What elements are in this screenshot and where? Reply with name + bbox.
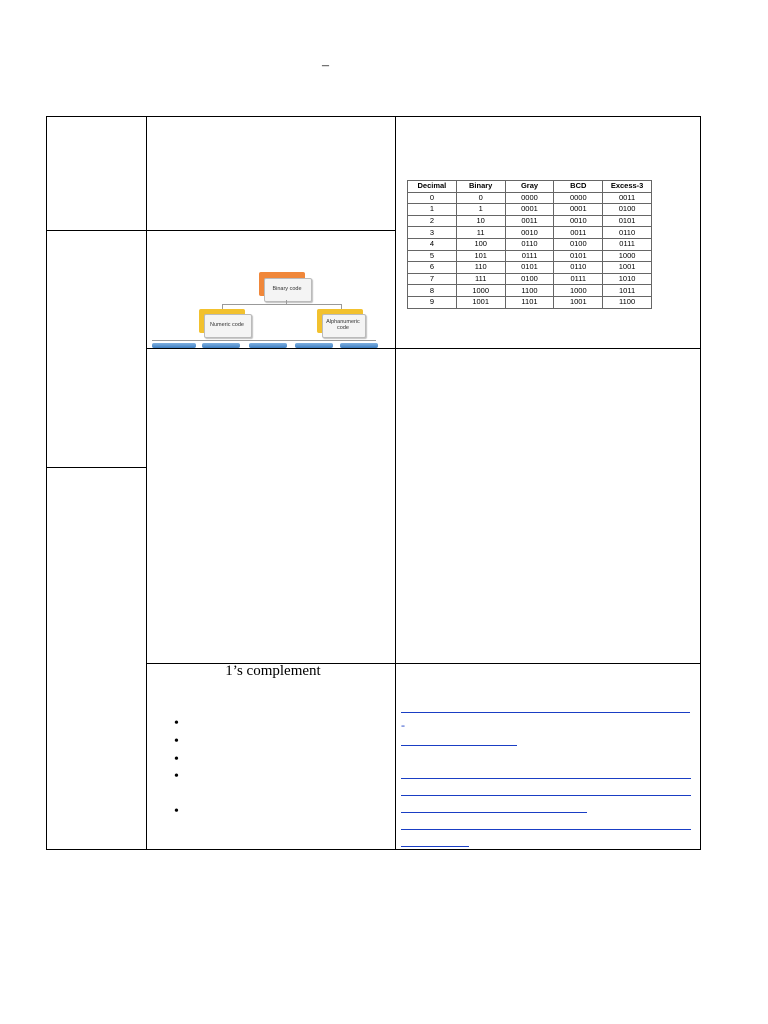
table-cell: 0100 — [603, 204, 652, 216]
bullet: • — [174, 716, 179, 731]
link-stray-mark: - — [401, 718, 405, 732]
table-cell: 0 — [456, 192, 505, 204]
bullet: • — [174, 804, 179, 819]
reference-link[interactable] — [401, 846, 469, 847]
table-cell: 0001 — [554, 204, 603, 216]
table-cell: 0110 — [603, 227, 652, 239]
table-cell: 0001 — [505, 204, 554, 216]
reference-link[interactable] — [401, 712, 690, 713]
section-title: 1’s complement — [225, 663, 321, 679]
table-cell: 100 — [456, 238, 505, 250]
table-cell: 5 — [408, 250, 457, 262]
table-cell: 0010 — [505, 227, 554, 239]
table-row — [408, 204, 652, 216]
table-cell: 110 — [456, 262, 505, 274]
numeric-code-node: Numeric code — [210, 322, 244, 328]
table-cell: 101 — [456, 250, 505, 262]
table-cell: 0011 — [603, 192, 652, 204]
table-row — [408, 215, 652, 227]
table-cell: 0011 — [505, 215, 554, 227]
header-cell: Gray — [505, 181, 554, 193]
table-cell: 1000 — [456, 285, 505, 297]
bullet: • — [174, 752, 179, 767]
table-cell: 11 — [456, 227, 505, 239]
child-node — [202, 343, 240, 348]
table-cell: 0000 — [554, 192, 603, 204]
table-cell: 0000 — [505, 192, 554, 204]
table-cell: 0101 — [505, 262, 554, 274]
table-cell: 0111 — [505, 250, 554, 262]
child-node — [295, 343, 333, 348]
bullet: • — [174, 734, 179, 749]
table-row — [408, 285, 652, 297]
child-node — [152, 343, 196, 348]
table-row — [408, 273, 652, 285]
table-cell: 0110 — [554, 262, 603, 274]
table-cell: 1011 — [603, 285, 652, 297]
table-cell: 7 — [408, 273, 457, 285]
table-cell: 0111 — [603, 238, 652, 250]
child-node — [340, 343, 378, 348]
header-cell: Excess-3 — [603, 181, 652, 193]
code-table-body — [408, 192, 652, 308]
code-table-header — [408, 181, 652, 193]
header-cell: Decimal — [408, 181, 457, 193]
table-cell: 0 — [408, 192, 457, 204]
table-cell: 1 — [408, 204, 457, 216]
reference-link[interactable] — [401, 812, 587, 813]
table-cell: 0101 — [603, 215, 652, 227]
table-cell: 1000 — [603, 250, 652, 262]
table-cell: 111 — [456, 273, 505, 285]
title-dash: – — [322, 58, 329, 73]
table-row — [408, 262, 652, 274]
bullet: • — [174, 769, 179, 784]
reference-link[interactable] — [401, 829, 691, 830]
table-cell: 1000 — [554, 285, 603, 297]
table-cell: 6 — [408, 262, 457, 274]
reference-link[interactable] — [401, 795, 691, 796]
table-row — [408, 250, 652, 262]
table-cell: 0100 — [554, 238, 603, 250]
table-cell: 0110 — [505, 238, 554, 250]
table-row — [408, 238, 652, 250]
reference-link[interactable] — [401, 745, 517, 746]
table-cell: 10 — [456, 215, 505, 227]
table-cell: 1 — [456, 204, 505, 216]
table-cell: 1001 — [456, 296, 505, 308]
code-table — [407, 180, 652, 309]
table-row — [408, 192, 652, 204]
table-cell: 1010 — [603, 273, 652, 285]
table-cell: 0100 — [505, 273, 554, 285]
root-node: Binary code — [272, 286, 302, 292]
table-row — [408, 227, 652, 239]
table-row — [408, 296, 652, 308]
table-cell: 2 — [408, 215, 457, 227]
table-cell: 1001 — [603, 262, 652, 274]
table-cell: 1100 — [505, 285, 554, 297]
table-cell: 1100 — [603, 296, 652, 308]
table-cell: 0111 — [554, 273, 603, 285]
table-cell: 1001 — [554, 296, 603, 308]
table-cell: 4 — [408, 238, 457, 250]
table-cell: 0101 — [554, 250, 603, 262]
header-cell: BCD — [554, 181, 603, 193]
reference-link[interactable] — [401, 778, 691, 779]
alphanumeric-code-node: Alphanumeric code — [326, 319, 360, 331]
table-cell: 8 — [408, 285, 457, 297]
child-node — [249, 343, 287, 348]
table-cell: 0010 — [554, 215, 603, 227]
table-cell: 9 — [408, 296, 457, 308]
table-cell: 3 — [408, 227, 457, 239]
table-cell: 0011 — [554, 227, 603, 239]
table-cell: 1101 — [505, 296, 554, 308]
header-cell: Binary — [456, 181, 505, 193]
